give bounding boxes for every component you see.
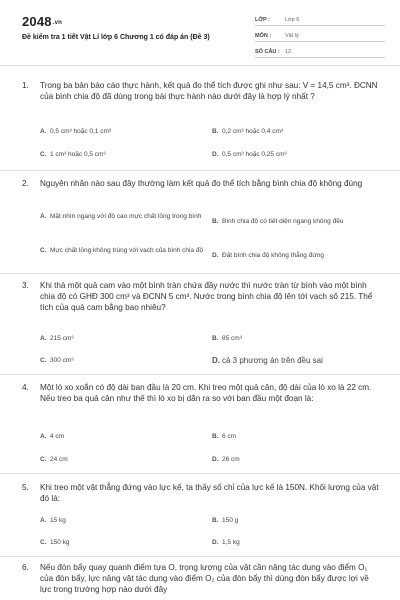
- option-letter: C.: [40, 247, 47, 254]
- question-text: Khi thả một quả cam vào một bình tràn chứa đầy nước thì nước tràn từ bình vào một bình chia độ có GHĐ 300 cm³ và ĐCNN 5 cm³. Nước trong bình chia độ lên tới vạch số 215. Thể tích của quả cam bằng bao nhiêu?: [40, 281, 373, 312]
- question-number: 6.: [22, 563, 29, 572]
- option-letter: C.: [40, 151, 47, 158]
- option-d[interactable]: [212, 356, 390, 365]
- question-6: [22, 562, 382, 595]
- option-b[interactable]: [212, 432, 382, 441]
- option-letter: D.: [212, 151, 219, 158]
- option-d[interactable]: [212, 538, 382, 547]
- option-text: 1,5 kg: [222, 539, 240, 546]
- option-text: 26 cm: [222, 456, 240, 463]
- option-text: 215 cm³: [50, 335, 74, 342]
- option-text: 150 kg: [50, 539, 70, 546]
- option-text: 1 cm³ hoặc 0,5 cm³: [50, 151, 106, 158]
- option-letter: D.: [212, 356, 220, 365]
- option-b[interactable]: [212, 516, 382, 525]
- option-text: 6 cm: [222, 433, 237, 440]
- option-text: cả 3 phương án trên đều sai: [222, 356, 323, 365]
- option-text: Mực chất lỏng không trùng với vạch của bình chia độ: [50, 247, 204, 254]
- divider: [0, 556, 400, 557]
- meta-count: [255, 46, 385, 58]
- exam-header: [0, 0, 400, 66]
- option-text: 0,5 cm³ hoặc 0,1 cm³: [50, 128, 112, 135]
- option-a[interactable]: [40, 516, 200, 525]
- option-a[interactable]: [40, 212, 205, 221]
- question-3: [22, 280, 382, 313]
- option-c[interactable]: [40, 246, 205, 255]
- option-b[interactable]: [212, 217, 390, 226]
- meta-subject-value: Vật lý: [285, 32, 299, 39]
- meta-count-label: SỐ CÂU :: [255, 48, 280, 55]
- option-text: 15 kg: [50, 517, 66, 524]
- option-text: Đặt bình chia độ không thẳng đứng: [222, 252, 324, 259]
- meta-subject-label: MÔN :: [255, 32, 272, 39]
- option-letter: B.: [212, 433, 219, 440]
- question-text: Nếu đòn bẩy quay quanh điểm tựa O, trọng lượng của vật cần nâng tác dụng vào điểm O₁ của đòn bẩy, lực nâng vật tác dụng vào điểm O₂ của đòn bẩy thì dùng đòn bẩy được lợi về lực trong trường hợp nào dưới đây: [40, 563, 369, 594]
- option-d[interactable]: [212, 455, 382, 464]
- question-text: Nguyên nhân nào sau đây thường làm kết quả đo thể tích bằng bình chia độ không đúng: [40, 179, 363, 188]
- option-letter: D.: [212, 252, 219, 259]
- option-letter: A.: [40, 213, 47, 220]
- question-number: 4.: [22, 383, 29, 392]
- option-letter: A.: [40, 335, 47, 342]
- option-letter: B.: [212, 218, 219, 225]
- question-number: 5.: [22, 483, 29, 492]
- question-text: Một lò xo xoắn có độ dài ban đầu là 20 cm. Khi treo một quả cân, độ dài của lò xo là 22 cm. Nếu treo ba quả cân như thế thì lò xo bị dãn ra so với ban đầu một đoạn là:: [40, 383, 372, 403]
- option-letter: B.: [212, 335, 219, 342]
- meta-class-value: Lớp 6: [285, 16, 300, 23]
- question-number: 3.: [22, 281, 29, 290]
- option-text: 4 cm: [50, 433, 65, 440]
- option-d[interactable]: [212, 251, 390, 260]
- option-c[interactable]: [40, 150, 200, 159]
- question-5: [22, 482, 382, 504]
- logo-main: 2048: [22, 14, 52, 29]
- option-a[interactable]: [40, 127, 200, 136]
- divider: [0, 374, 400, 375]
- option-b[interactable]: [212, 127, 382, 136]
- option-d[interactable]: [212, 150, 382, 159]
- question-number: 1.: [22, 81, 29, 90]
- option-a[interactable]: [40, 334, 200, 343]
- divider: [0, 273, 400, 274]
- option-c[interactable]: [40, 356, 200, 365]
- question-1: [22, 80, 382, 102]
- meta-class: [255, 14, 385, 26]
- question-text: Khi treo một vật thẳng đứng vào lực kế, ta thấy số chỉ của lực kế là 150N. Khối lượng của vật đó là:: [40, 483, 379, 503]
- option-text: 0,2 cm³ hoặc 0,4 cm³: [222, 128, 284, 135]
- option-c[interactable]: [40, 538, 200, 547]
- option-letter: B.: [212, 517, 219, 524]
- option-text: 85 cm³: [222, 335, 242, 342]
- option-letter: C.: [40, 539, 47, 546]
- option-a[interactable]: [40, 432, 200, 441]
- divider: [0, 170, 400, 171]
- option-text: Mặt nhìn ngang với độ cao mực chất lỏng trong bình: [50, 213, 202, 220]
- option-letter: D.: [212, 539, 219, 546]
- meta-class-label: LỚP :: [255, 16, 270, 23]
- option-letter: C.: [40, 456, 47, 463]
- option-text: 150 g: [222, 517, 239, 524]
- option-letter: A.: [40, 517, 47, 524]
- exam-title: Đề kiểm tra 1 tiết Vật Lí lớp 6 Chương 1 có đáp án (Đề 3): [22, 34, 210, 41]
- divider: [0, 473, 400, 474]
- meta-count-value: 12: [285, 48, 292, 55]
- meta-subject: [255, 30, 385, 42]
- option-letter: A.: [40, 433, 47, 440]
- site-logo[interactable]: [22, 14, 62, 29]
- question-text: Trong ba bản báo cáo thực hành, kết quả đo thể tích được ghi như sau: V = 14,5 cm³. ĐCNN của bình chia độ đã dùng trong bài thực hành nào dưới đây là hợp lý nhất ?: [40, 81, 378, 101]
- option-letter: B.: [212, 128, 219, 135]
- option-b[interactable]: [212, 334, 382, 343]
- question-2: [22, 178, 382, 189]
- option-letter: A.: [40, 128, 47, 135]
- option-letter: C.: [40, 357, 47, 364]
- logo-suffix: .vn: [52, 19, 63, 26]
- option-text: Bình chia độ có tiết diện ngang không đều: [222, 218, 344, 225]
- option-c[interactable]: [40, 455, 200, 464]
- option-text: 300 cm³: [50, 357, 74, 364]
- option-text: 24 cm: [50, 456, 68, 463]
- option-text: 0,5 cm³ hoặc 0,25 cm³: [222, 151, 287, 158]
- question-number: 2.: [22, 179, 29, 188]
- option-letter: D.: [212, 456, 219, 463]
- question-4: [22, 382, 382, 404]
